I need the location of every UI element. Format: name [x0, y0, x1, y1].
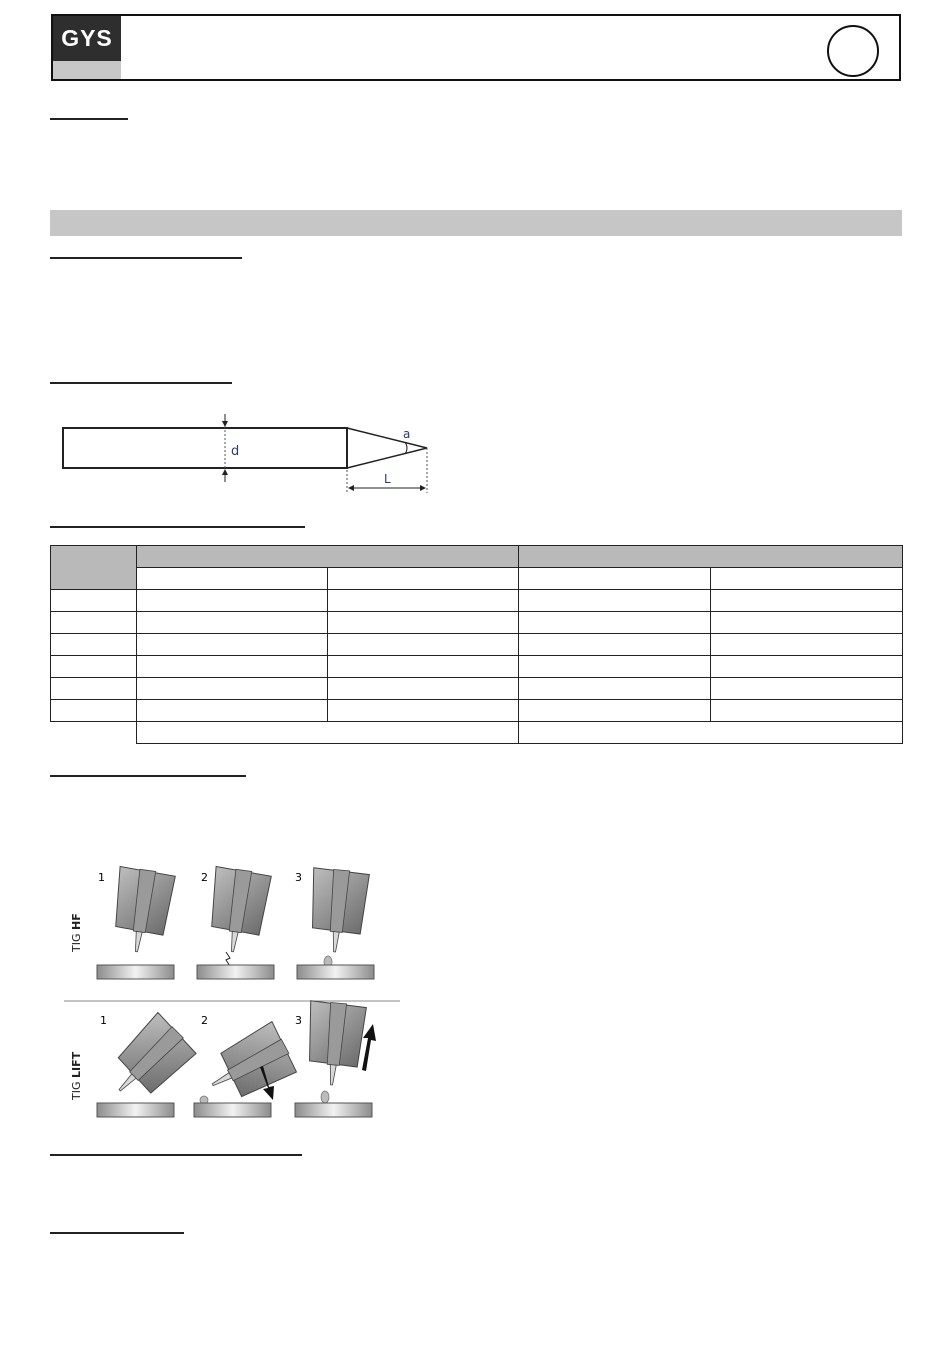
- electrode-body: [63, 428, 347, 468]
- heading-rule-6: [50, 1154, 302, 1156]
- up-arrow-icon: [362, 1024, 376, 1071]
- electrode-diagram: [55, 405, 445, 500]
- section-title-bar: [50, 210, 902, 236]
- lift-step-2: 2: [201, 1014, 208, 1027]
- arc-striking-figure: [60, 860, 410, 1125]
- heading-rule-7: [50, 1232, 184, 1234]
- table-row: [51, 590, 903, 612]
- heading-rule-1: [50, 118, 128, 120]
- table-row: [51, 656, 903, 678]
- table-header-group-1: [137, 546, 519, 568]
- electrode-tip: [347, 428, 427, 468]
- table-footer-row: [51, 722, 903, 744]
- brand-logo: [53, 16, 121, 79]
- hf-step-3: 3: [295, 871, 302, 884]
- language-badge: [827, 25, 879, 77]
- heading-rule-3: [50, 382, 232, 384]
- heading-rule-5: [50, 775, 246, 777]
- length-label: L: [384, 472, 391, 486]
- table-row: [51, 612, 903, 634]
- angle-arc: [405, 442, 407, 454]
- table-subheader-row: [51, 568, 903, 590]
- parameter-table: [50, 545, 903, 744]
- logo-text: GYS: [53, 16, 121, 61]
- hf-step-1: 1: [98, 871, 105, 884]
- heading-rule-4: [50, 526, 305, 528]
- angle-label: a: [403, 427, 411, 441]
- heading-rule-2: [50, 257, 242, 259]
- table-header-row: [51, 546, 903, 568]
- lift-step-3: 3: [295, 1014, 302, 1027]
- table-header-group-2: [519, 546, 903, 568]
- diameter-label: d: [231, 444, 240, 459]
- logo-band: [53, 61, 121, 79]
- tig-hf-label: TIG HF: [70, 913, 83, 952]
- table-row: [51, 634, 903, 656]
- table-header-corner: [51, 546, 137, 590]
- table-row: [51, 678, 903, 700]
- tig-lift-label: TIG LIFT: [70, 1051, 83, 1100]
- hf-step-2: 2: [201, 871, 208, 884]
- lift-step-1: 1: [100, 1014, 107, 1027]
- document-header: [51, 14, 901, 81]
- table-row: [51, 700, 903, 722]
